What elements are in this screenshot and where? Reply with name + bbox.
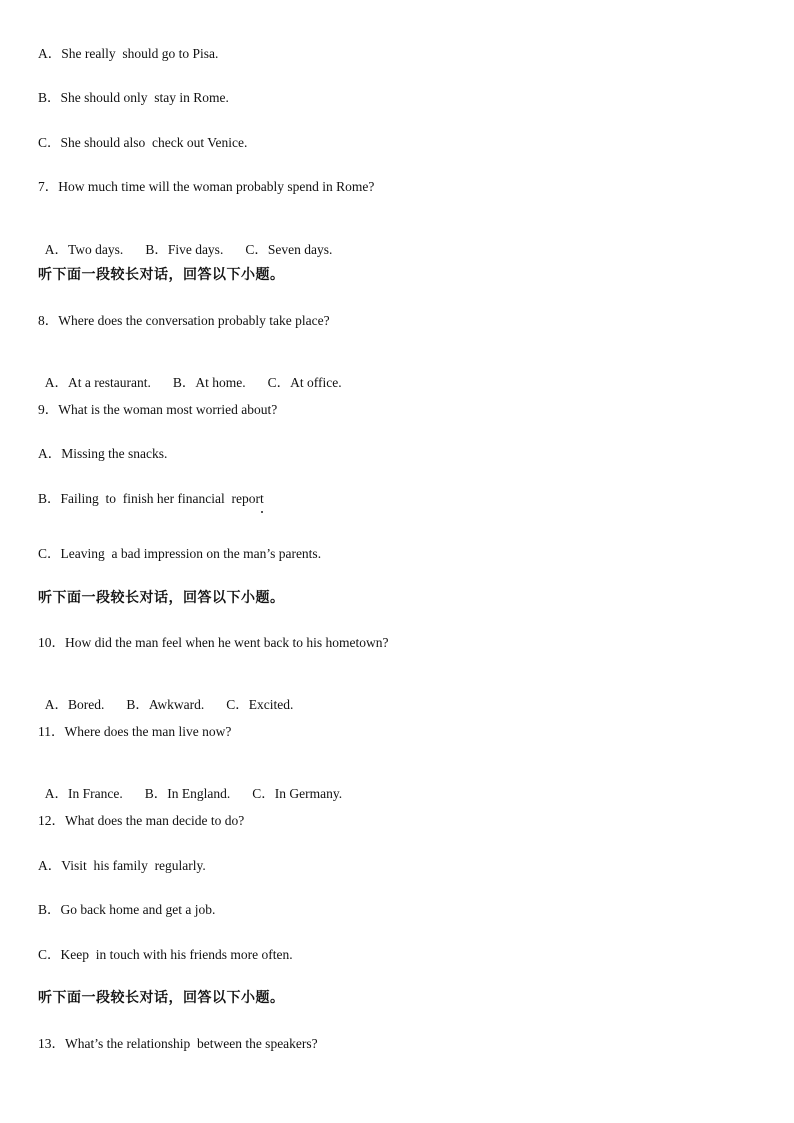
q10-options <box>38 678 293 714</box>
q7-options <box>38 223 332 259</box>
q9-option-b: B．Failing to finish her financial report <box>38 491 264 506</box>
q7-question: 7．How much time will the woman probably spend in Rome? <box>38 179 375 194</box>
q6-option-c: C．She should also check out Venice. <box>38 135 248 150</box>
q11-option-b: B．In England. <box>144 786 231 801</box>
q8-option-c: C．At office. <box>267 375 342 390</box>
q9-option-c: C．Leaving a bad impression on the man’s parents. <box>38 546 322 561</box>
q6-option-b: B．She should only stay in Rome. <box>38 90 229 105</box>
q11-options <box>38 767 342 803</box>
q13-question: 13．What’s the relationship between the speakers? <box>38 1036 318 1051</box>
q10-option-b: B．Awkward. <box>126 697 205 712</box>
section-heading-3: 听下面一段较长对话，回答以下小题。 <box>38 990 285 1006</box>
q7-option-b: B．Five days. <box>145 242 224 257</box>
q7-option-a: A．Two days. <box>44 242 124 257</box>
q9-option-a: A．Missing the snacks. <box>38 446 168 461</box>
section-heading-1: 听下面一段较长对话，回答以下小题。 <box>38 267 285 283</box>
section-heading-2: 听下面一段较长对话，回答以下小题。 <box>38 590 285 606</box>
q8-option-b: B．At home. <box>172 375 246 390</box>
q8-option-a: A．At a restaurant. <box>44 375 151 390</box>
stray-mark <box>261 511 263 513</box>
q12-option-b: B．Go back home and get a job. <box>38 902 216 917</box>
q8-question: 8．Where does the conversation probably take place? <box>38 313 330 328</box>
q12-question: 12．What does the man decide to do? <box>38 813 245 828</box>
q10-question: 10．How did the man feel when he went back to his hometown? <box>38 635 389 650</box>
q11-option-a: A．In France. <box>44 786 123 801</box>
q12-option-a: A．Visit his family regularly. <box>38 858 206 873</box>
q10-option-a: A．Bored. <box>44 697 105 712</box>
q8-options <box>38 356 342 392</box>
q9-question: 9．What is the woman most worried about? <box>38 402 278 417</box>
q10-option-c: C．Excited. <box>226 697 294 712</box>
q7-option-c: C．Seven days. <box>245 242 333 257</box>
q12-option-c: C．Keep in touch with his friends more often. <box>38 947 293 962</box>
q6-option-a: A．She really should go to Pisa. <box>38 46 219 61</box>
q11-option-c: C．In Germany. <box>252 786 343 801</box>
q11-question: 11．Where does the man live now? <box>38 724 232 739</box>
